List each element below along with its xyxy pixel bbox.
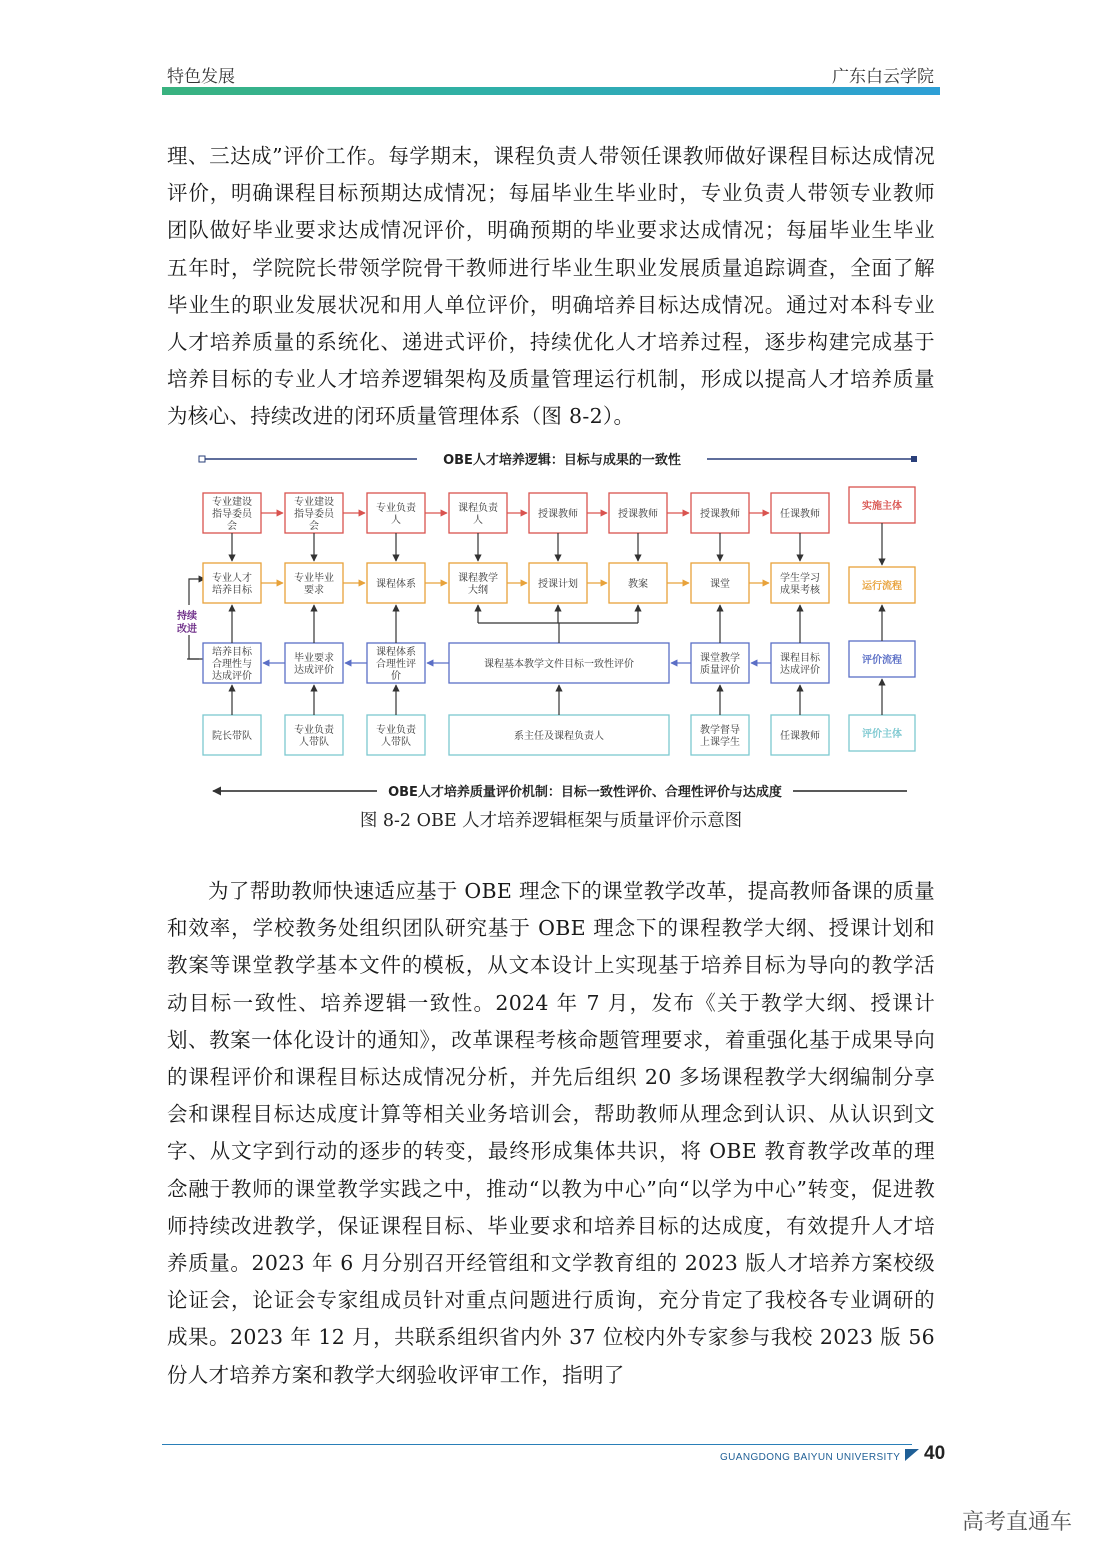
- row1-box-5-text: 授课教师: [618, 509, 658, 520]
- row1-box-2-text: 专业负责: [376, 503, 416, 514]
- row2-box-0: [203, 563, 261, 603]
- row4-box-2-text: 人带队: [381, 737, 411, 748]
- row1-box-0: [203, 493, 261, 533]
- row4-box-1-text: 人带队: [299, 737, 329, 748]
- row1-box-1-text: 指导委员: [294, 509, 334, 520]
- row2-box-0-text: 专业人才: [212, 573, 252, 584]
- legend-box-0: [849, 487, 915, 523]
- row1-box-3-text: 课程负责: [458, 503, 498, 514]
- row2-box-1: [285, 563, 343, 603]
- row4-box-5-text: 任课教师: [780, 731, 820, 742]
- figure-caption: 图 8-2 OBE 人才培养逻辑框架与质量评价示意图: [359, 811, 743, 831]
- header-gradient-bar: [162, 87, 940, 95]
- row1-box-3: [449, 493, 507, 533]
- footer-line: [162, 1444, 912, 1445]
- row3-box-1-text: 达成评价: [294, 665, 334, 676]
- row1-box-0-text: 会: [227, 521, 237, 532]
- watermark-text: 高考直通车: [961, 1510, 1072, 1535]
- row2-box-4-text: 授课计划: [538, 579, 578, 590]
- row3-box-2: [367, 643, 425, 683]
- row3-box-2-text: 课程体系: [376, 647, 416, 658]
- row4-box-5: [771, 715, 829, 755]
- row4-box-3-text: 系主任及课程负责人: [514, 731, 604, 742]
- row2-box-4: [529, 563, 587, 603]
- row3-box-1: [285, 643, 343, 683]
- row2-box-3-text: 大纲: [468, 585, 488, 596]
- row1-box-1-text: 会: [309, 521, 319, 532]
- row4-box-4-text: 教学督导: [700, 725, 740, 736]
- row2-box-7-text: 成果考核: [780, 585, 820, 596]
- top-title-end-marker: [911, 456, 917, 462]
- header-university-name: 广东白云学院: [832, 67, 934, 87]
- row3-box-5-text: 达成评价: [780, 665, 820, 676]
- row4-box-1: [285, 715, 343, 755]
- row3-box-3-text: 课程基本教学文件目标一致性评价: [484, 659, 634, 670]
- page-number: 40: [924, 1443, 946, 1464]
- row3-box-4-text: 课堂教学: [700, 653, 740, 664]
- row4-box-0: [203, 715, 261, 755]
- legend-box-0-text: 实施主体: [862, 501, 902, 512]
- row2-box-5: [609, 563, 667, 603]
- footer-triangle-icon: [905, 1449, 919, 1461]
- header-section-title: 特色发展: [167, 67, 235, 87]
- row3-box-0-text: 达成评价: [212, 671, 252, 682]
- row3-box-5: [771, 643, 829, 683]
- side-label-line-2: 改进: [177, 624, 197, 635]
- obe-framework-diagram: [177, 447, 930, 807]
- row4-box-0-text: 院长带队: [212, 731, 252, 742]
- row1-box-2: [367, 493, 425, 533]
- side-label-line-1: 持续: [177, 611, 197, 622]
- row4-box-2-text: 专业负责: [376, 725, 416, 736]
- row3-box-0-text: 合理性与: [212, 659, 252, 670]
- legend-box-1-text: 运行流程: [862, 581, 902, 592]
- row2-box-1-text: 要求: [304, 585, 324, 596]
- body-paragraph-2: 为了帮助教师快速适应基于 OBE 理念下的课堂教学改革，提高教师备课的质量和效率，学校教务处组织团队研究基于 OBE 理念下的课程教学大纲、授课计划和教案等课堂教学基本文件的模板，从文本设计上实现基于培养目标为导向的教学活动目标一致性、培养逻辑一致性。2024 年 7 月，发布《关于教学大纲、授课计划、教案一体化设计的通知》，改革课程考核命题管理要求，着重强化基于成果导向的课程评价和课程目标达成情况分析，并先后组织 20 多场课程教学大纲编制分享会和课程目标达成度计算等相关业务培训会，帮助教师从理念到认识、从认识到文字、从文字到行动的逐步的转变，最终形成集体共识，将 OBE 教育教学改革的理念融于教师的课堂教学实践之中，推动“以教为中心”向“以学为中心”转变，促进教师持续改进教学，保证课程目标、毕业要求和培养目标的达成度，有效提升人才培养质量。2023 年 6 月分别召开经管组和文学教育组的 2023 版人才培养方案校级论证会，论证会专家组成员针对重点问题进行质询，充分肯定了我校各专业调研的成果。2023 年 12 月，共联系组织省内外 37 位校内外专家参与我校 2023 版 56 份人才培养方案和教学大纲验收评审工作，指明了: [167, 879, 935, 1387]
- footer-university-name: GUANGDONG BAIYUN UNIVERSITY: [720, 1452, 901, 1463]
- row3-box-4-text: 质量评价: [700, 665, 740, 676]
- legend-box-2: [849, 641, 915, 677]
- row4-box-3: [449, 715, 669, 755]
- row3-box-2-text: 价: [391, 671, 401, 682]
- row1-box-6-text: 授课教师: [700, 509, 740, 520]
- row2-box-2-text: 课程体系: [376, 579, 416, 590]
- row2-box-3: [449, 563, 507, 603]
- row1-box-7-text: 任课教师: [780, 509, 820, 520]
- row2-box-6: [691, 563, 749, 603]
- row2-box-7-text: 学生学习: [780, 573, 820, 584]
- row4-box-2: [367, 715, 425, 755]
- row1-box-4-text: 授课教师: [538, 509, 578, 520]
- row2-box-7: [771, 563, 829, 603]
- legend-box-3: [849, 715, 915, 751]
- row3-box-3: [449, 643, 669, 683]
- row1-box-7: [771, 493, 829, 533]
- row2-box-1-text: 专业毕业: [294, 573, 334, 584]
- row1-box-6: [691, 493, 749, 533]
- top-title-start-marker: [199, 456, 205, 462]
- row4-box-4: [691, 715, 749, 755]
- row3-box-1-text: 毕业要求: [294, 653, 334, 664]
- row3-box-0: [203, 643, 261, 683]
- row2-box-6-text: 课堂: [710, 579, 730, 590]
- top-title-text: OBE人才培养逻辑：目标与成果的一致性: [443, 453, 681, 468]
- row3-box-4: [691, 643, 749, 683]
- row4-box-1-text: 专业负责: [294, 725, 334, 736]
- legend-box-2-text: 评价流程: [862, 655, 902, 666]
- row3-box-2-text: 合理性评: [376, 659, 416, 670]
- body-paragraph-1: 理、三达成”评价工作。每学期末，课程负责人带领任课教师做好课程目标达成情况评价，明确课程目标预期达成情况；每届毕业生毕业时，专业负责人带领专业教师团队做好毕业要求达成情况评价，明确预期的毕业要求达成情况；每届毕业生毕业五年时，学院院长带领学院骨干教师进行毕业生职业发展质量追踪调查，全面了解毕业生的职业发展状况和用人单位评价，明确培养目标达成情况。通过对本科专业人才培养质量的系统化、递进式评价，持续优化人才培养过程，逐步构建完成基于培养目标的专业人才培养逻辑架构及质量管理运行机制，形成以提高人才培养质量为核心、持续改进的闭环质量管理体系（图 8-2）。: [167, 144, 935, 429]
- row2-box-2: [367, 563, 425, 603]
- row1-box-1-text: 专业建设: [294, 497, 334, 508]
- row1-box-0-text: 指导委员: [212, 509, 252, 520]
- row2-box-0-text: 培养目标: [212, 585, 252, 596]
- row1-box-5: [609, 493, 667, 533]
- row3-box-0-text: 培养目标: [212, 647, 252, 658]
- row1-box-2-text: 人: [391, 515, 401, 526]
- bottom-title-text: OBE人才培养质量评价机制：目标一致性评价、合理性评价与达成度: [388, 785, 782, 800]
- row1-box-0-text: 专业建设: [212, 497, 252, 508]
- row1-box-1: [285, 493, 343, 533]
- row4-box-4-text: 上课学生: [700, 737, 740, 748]
- row1-box-4: [529, 493, 587, 533]
- row3-box-5-text: 课程目标: [780, 653, 820, 664]
- legend-box-3-text: 评价主体: [862, 729, 902, 740]
- legend-box-1: [849, 567, 915, 603]
- row2-box-5-text: 教案: [628, 579, 648, 590]
- row1-box-3-text: 人: [473, 515, 483, 526]
- row2-box-3-text: 课程教学: [458, 573, 498, 584]
